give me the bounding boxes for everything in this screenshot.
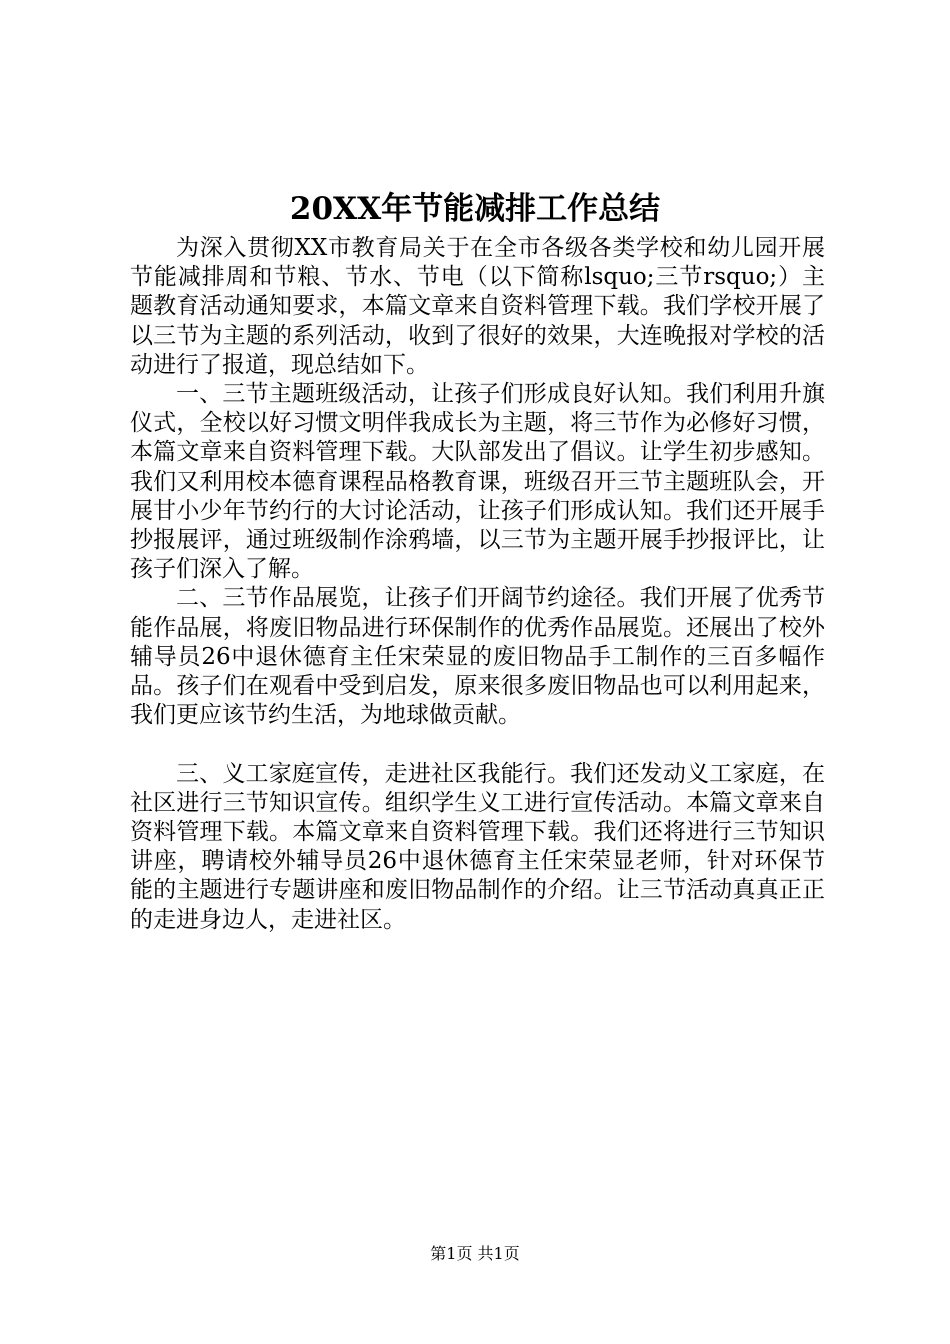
paragraph-section-1: 一、三节主题班级活动，让孩子们形成良好认知。我们利用升旗仪式，全校以好习惯文明伴我成长为主题，将三节作为必修好习惯，本篇文章来自资料管理下载。大队部发出了倡议。让学生初步感知。我们又利用校本德育课程品格教育课，班级召开三节主题班队会，开展甘小少年节约行的大讨论活动，让孩子们形成认知。我们还开展手抄报展评，通过班级制作涂鸦墙，以三节为主题开展手抄报评比，让孩子们深入了解。	[130, 381, 825, 583]
document-body	[130, 234, 825, 935]
document-title: 20XX年节能减排工作总结	[289, 191, 661, 227]
paragraph-section-3: 三、义工家庭宣传，走进社区我能行。我们还发动义工家庭，在社区进行三节知识宣传。组织学生义工进行宣传活动。本篇文章来自资料管理下载。本篇文章来自资料管理下载。我们还将进行三节知识讲座，聘请校外辅导员26中退休德育主任宋荣显老师，针对环保节能的主题进行专题讲座和废旧物品制作的介绍。让三节活动真真正正的走进身边人，走进社区。	[130, 760, 825, 933]
paragraph-section-2: 二、三节作品展览，让孩子们开阔节约途径。我们开展了优秀节能作品展，将废旧物品进行环保制作的优秀作品展览。还展出了校外辅导员26中退休德育主任宋荣显的废旧物品手工制作的三百多幅作品。孩子们在观看中受到启发，原来很多废旧物品也可以利用起来，我们更应该节约生活，为地球做贡献。	[130, 585, 825, 729]
page-footer: 第1页 共1页	[430, 1244, 520, 1263]
paragraph-intro: 为深入贯彻XX市教育局关于在全市各级各类学校和幼儿园开展节能减排周和节粮、节水、节电（以下简称lsquo;三节rsquo;）主题教育活动通知要求，本篇文章来自资料管理下载。我们学校开展了以三节为主题的系列活动，收到了很好的效果，大连晚报对学校的活动进行了报道，现总结如下。	[130, 235, 825, 378]
